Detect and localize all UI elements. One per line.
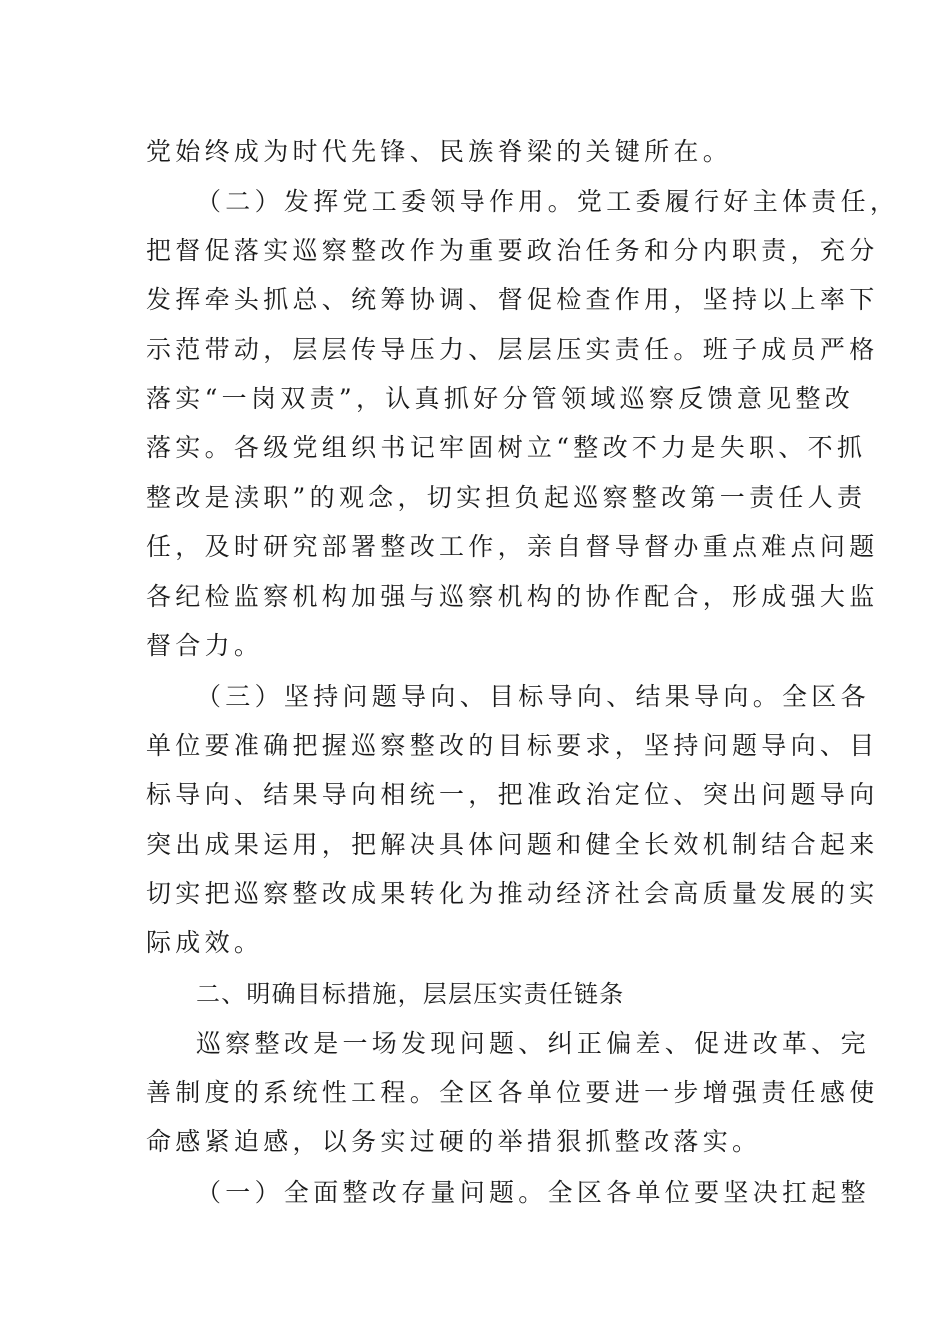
paragraph-start-line: 巡察整改是一场发现问题、纠正偏差、促进改革、完 (196, 1029, 870, 1058)
text-line: 落实。各级党组织书记牢固树立“整改不力是失职、不抓 (146, 433, 867, 462)
text-line: 命感紧迫感，以务实过硬的举措狠抓整改落实。 (146, 1127, 762, 1156)
text-line: 整改是渎职”的观念，切实担负起巡察整改第一责任人责 (146, 483, 867, 512)
text-line: 切实把巡察整改成果转化为推动经济社会高质量发展的实 (146, 879, 879, 908)
paragraph-start-line: （三）坚持问题导向、目标导向、结果导向。全区各 (196, 682, 870, 711)
text-line: 际成效。 (146, 928, 264, 957)
text-line: 发挥牵头抓总、统筹协调、督促检查作用，坚持以上率下 (146, 285, 879, 314)
text-line: 落实“一岗双责”，认真抓好分管领域巡察反馈意见整改 (146, 384, 855, 413)
text-line: 督合力。 (146, 631, 264, 660)
text-line: 把督促落实巡察整改作为重要政治任务和分内职责，充分 (146, 236, 879, 265)
section-heading: 二、明确目标措施，层层压实责任链条 (196, 980, 625, 1008)
text-line: 突出成果运用，把解决具体问题和健全长效机制结合起来 (146, 830, 879, 859)
text-line: 单位要准确把握巡察整改的目标要求，坚持问题导向、目 (146, 731, 879, 760)
text-line: 善制度的系统性工程。全区各单位要进一步增强责任感使 (146, 1078, 879, 1107)
text-line: 党始终成为时代先锋、民族脊梁的关键所在。 (146, 137, 733, 166)
text-line: 示范带动，层层传导压力、层层压实责任。班子成员严格 (146, 335, 879, 364)
paragraph-start-line: （一）全面整改存量问题。全区各单位要坚决扛起整 (196, 1178, 870, 1207)
text-line: 任，及时研究部署整改工作，亲自督导督办重点难点问题 (146, 532, 879, 561)
text-line: 标导向、结果导向相统一，把准政治定位、突出问题导向 (146, 780, 879, 809)
text-line: 各纪检监察机构加强与巡察机构的协作配合，形成强大监 (146, 582, 879, 611)
paragraph-start-line: （二）发挥党工委领导作用。党工委履行好主体责任， (196, 187, 900, 216)
